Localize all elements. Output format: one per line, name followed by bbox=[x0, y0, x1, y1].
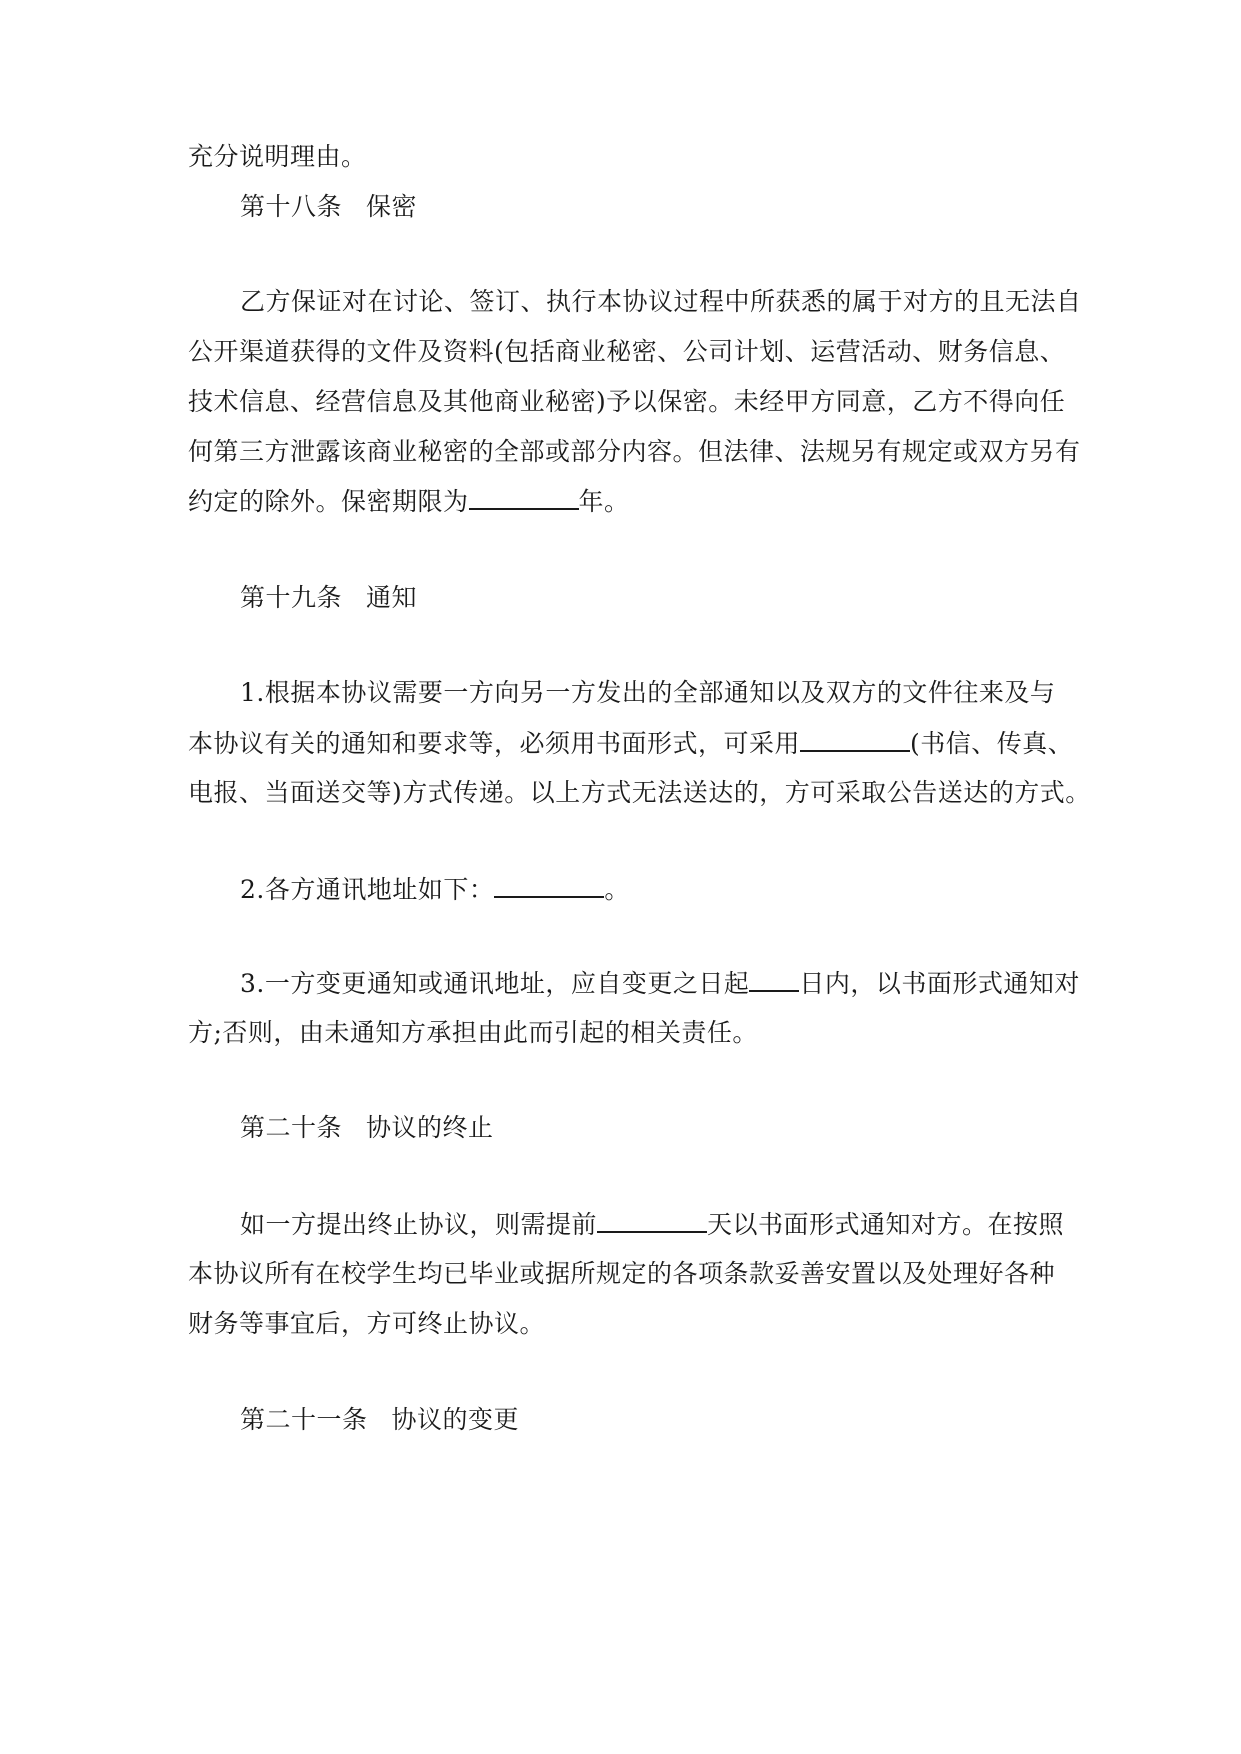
article-title: 通知 bbox=[366, 583, 418, 612]
paragraph-line: 电报、当面送交等)方式传递。以上方式无法送达的，方可采取公告送达的方式。 bbox=[188, 778, 1091, 807]
paragraph-line: 方;否则，由未通知方承担由此而引起的相关责任。 bbox=[188, 1018, 758, 1047]
paragraph-line: 技术信息、经营信息及其他商业秘密)予以保密。未经甲方同意，乙方不得向任 bbox=[188, 387, 1066, 416]
paragraph-line: 财务等事宜后，方可终止协议。 bbox=[188, 1309, 546, 1338]
paragraph-line: 乙方保证对在讨论、签订、执行本协议过程中所获悉的属于对方的且无法自 bbox=[240, 287, 1082, 316]
article-title: 协议的变更 bbox=[391, 1405, 520, 1434]
article-number: 第十九条 bbox=[240, 583, 343, 612]
paragraph-line bbox=[240, 968, 1080, 999]
article-number: 第二十一条 bbox=[240, 1405, 368, 1434]
line-text: 。 bbox=[604, 875, 630, 904]
line-text: 本协议有关的通知和要求等，必须用书面形式，可采用 bbox=[188, 729, 801, 758]
paragraph-line bbox=[188, 728, 1073, 759]
paragraph-line: 1.根据本协议需要一方向另一方发出的全部通知以及双方的文件往来及与 bbox=[240, 678, 1056, 707]
fill-in-blank[interactable] bbox=[494, 874, 604, 898]
fill-in-blank[interactable] bbox=[749, 968, 799, 992]
article-21-heading bbox=[240, 1405, 519, 1435]
article-title: 保密 bbox=[366, 192, 418, 221]
line-text: 年。 bbox=[578, 487, 630, 516]
fill-in-blank[interactable] bbox=[469, 486, 579, 510]
article-19-heading bbox=[240, 583, 417, 613]
paragraph-line: 何第三方泄露该商业秘密的全部或部分内容。但法律、法规另有规定或双方另有 bbox=[188, 437, 1081, 466]
paragraph-line bbox=[240, 1209, 1064, 1240]
fill-in-blank[interactable] bbox=[597, 1209, 707, 1233]
paragraph-line: 本协议所有在校学生均已毕业或据所规定的各项条款妥善安置以及处理好各种 bbox=[188, 1259, 1056, 1288]
article-title: 协议的终止 bbox=[366, 1113, 494, 1142]
article-20-heading bbox=[240, 1113, 494, 1143]
line-text: 约定的除外。保密期限为 bbox=[188, 487, 469, 516]
fill-in-blank[interactable] bbox=[800, 728, 910, 752]
line-text: 天以书面形式通知对方。在按照 bbox=[707, 1210, 1065, 1239]
line-text: 日内，以书面形式通知对 bbox=[799, 969, 1080, 998]
paragraph-line bbox=[188, 486, 630, 517]
line-text: 3.一方变更通知或通讯地址，应自变更之日起 bbox=[240, 969, 750, 998]
paragraph-line: 充分说明理由。 bbox=[188, 142, 367, 171]
line-text: 2.各方通讯地址如下： bbox=[240, 875, 495, 904]
article-number: 第十八条 bbox=[240, 192, 343, 221]
paragraph-line bbox=[240, 874, 630, 905]
article-number: 第二十条 bbox=[240, 1113, 343, 1142]
line-text: (书信、传真、 bbox=[910, 729, 1074, 758]
line-text: 如一方提出终止协议，则需提前 bbox=[240, 1210, 598, 1239]
paragraph-line: 公开渠道获得的文件及资料(包括商业秘密、公司计划、运营活动、财务信息、 bbox=[188, 337, 1066, 366]
article-18-heading bbox=[240, 192, 417, 222]
